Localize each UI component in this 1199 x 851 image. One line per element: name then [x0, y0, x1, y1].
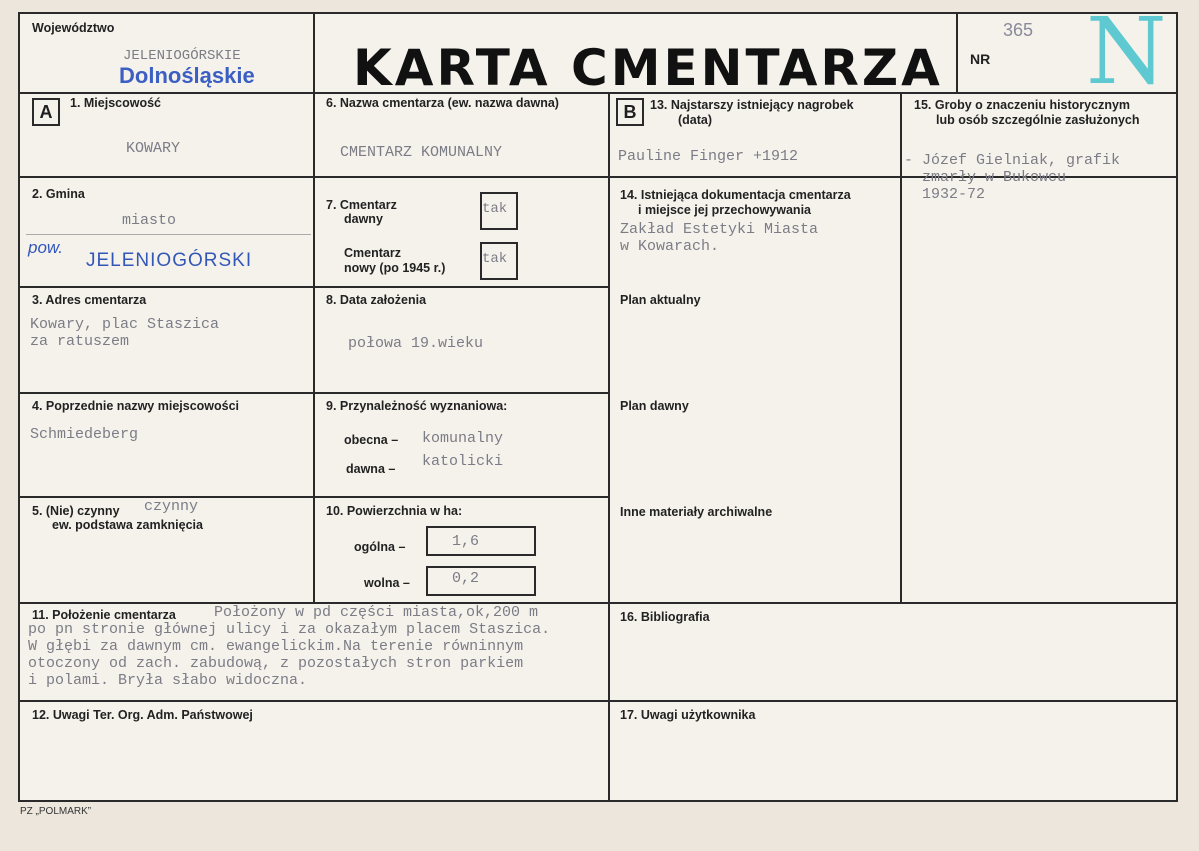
field-3-value: Kowary, plac Staszica za ratuszem — [30, 316, 220, 350]
field-9-former-value: katolicki — [422, 453, 504, 470]
voivodeship-stamp: Dolnośląskie — [119, 63, 255, 88]
col-line-3 — [900, 92, 902, 602]
field-6-value: CMENTARZ KOMUNALNY — [340, 144, 503, 161]
other-archives-label: Inne materiały archiwalne — [620, 505, 773, 519]
field-7-new-label-2: nowy (po 1945 r.) — [344, 261, 446, 275]
field-8-label: 8. Data założenia — [326, 293, 427, 307]
field-4-value: Schmiedeberg — [30, 426, 139, 443]
field-2-pow-value: JELENIOGÓRSKI — [86, 250, 253, 271]
field-7-old-value: tak — [482, 201, 508, 217]
field-9-current-label: obecna – — [344, 433, 399, 447]
field-13-value: Pauline Finger +1912 — [618, 148, 799, 165]
nr-value: 365 — [1003, 20, 1034, 40]
card-title: KARTA CMENTARZA — [353, 39, 943, 97]
field-13-label-1: 13. Najstarszy istniejący nagrobek — [650, 98, 854, 112]
field-15-label-2: lub osób szczególnie zasłużonych — [936, 113, 1140, 127]
field-14-value: Zakład Estetyki Miasta w Kowarach. — [620, 221, 819, 255]
field-7-old-label-2: dawny — [344, 212, 383, 226]
field-7-old-box — [480, 192, 518, 230]
field-9-current-value: komunalny — [422, 430, 504, 447]
field-11-rest: po pn stronie głównej ulicy i za okazałym placem Staszica. W głębi za dawnym cm. ewangelickim.Na terenie równinnym otoczony od zach. zabudową, z pozostałych stron parkiem i polami. Bryła słabo widoczna. — [28, 621, 551, 689]
nr-divider — [956, 12, 958, 92]
field-7-old-label-1: 7. Cmentarz — [326, 198, 397, 212]
row-line-5 — [18, 602, 1178, 604]
printer-imprint: PZ „POLMARK” — [20, 806, 92, 817]
plan-former-label: Plan dawny — [620, 399, 689, 413]
field-11-label: 11. Położenie cmentarza — [32, 608, 176, 622]
field-2-label: 2. Gmina — [32, 187, 85, 201]
field-13-label-2: (data) — [678, 113, 713, 127]
field-14-label-1: 14. Istniejąca dokumentacja cmentarza — [620, 188, 851, 202]
border-bottom — [18, 800, 1178, 802]
field-7-new-box — [480, 242, 518, 280]
field-14-label-2: i miejsce jej przechowywania — [638, 203, 811, 217]
field-1-label: 1. Miejscowość — [70, 96, 162, 110]
field-10-free-label: wolna – — [364, 576, 410, 590]
field-1-value: KOWARY — [126, 140, 181, 157]
field-4-label: 4. Poprzednie nazwy miejscowości — [32, 399, 240, 413]
field-5-label: 5. (Nie) czynny — [32, 504, 120, 518]
field-17-label: 17. Uwagi użytkownika — [620, 708, 756, 722]
plan-current-label: Plan aktualny — [620, 293, 701, 307]
field-10-label: 10. Powierzchnia w ha: — [326, 504, 463, 518]
field-6-label: 6. Nazwa cmentarza (ew. nazwa dawna) — [326, 96, 559, 110]
field-15-label-1: 15. Groby o znaczeniu historycznym — [914, 98, 1131, 112]
field-15-value: - Józef Gielniak, grafik zmarły w Bukowcu 1932-72 — [904, 152, 1121, 203]
field-12-label: 12. Uwagi Ter. Org. Adm. Państwowej — [32, 708, 253, 722]
field-10-free-value: 0,2 — [452, 570, 480, 587]
field-8-value: połowa 19.wieku — [348, 335, 484, 352]
field-16-label: 16. Bibliografia — [620, 610, 710, 624]
voivodeship-typed: JELENIOGÓRSKIE — [123, 48, 241, 64]
letter-mark: N — [1086, 0, 1167, 105]
field-2-pow-prefix: pow. — [28, 238, 63, 257]
field-7-new-value: tak — [482, 251, 508, 267]
field-11-first-line: Położony w pd części miasta,ok,200 m — [214, 604, 539, 621]
field-9-label: 9. Przynależność wyznaniowa: — [326, 399, 508, 413]
border-right — [1176, 12, 1178, 802]
section-a-marker: A — [32, 98, 60, 126]
border-top — [18, 12, 1178, 14]
row-line-6 — [18, 700, 1178, 702]
cemetery-card — [18, 0, 1178, 802]
col-line-2 — [608, 92, 610, 802]
field-10-total-box — [426, 526, 536, 556]
col-line-1 — [313, 12, 315, 602]
field-2-value: miasto — [122, 212, 177, 229]
field-5-sublabel: ew. podstawa zamknięcia — [52, 518, 203, 532]
gmina-divider — [26, 234, 311, 235]
field-9-former-label: dawna – — [346, 462, 396, 476]
section-b-marker: B — [616, 98, 644, 126]
field-3-label: 3. Adres cmentarza — [32, 293, 147, 307]
voivodeship-label: Województwo — [32, 21, 115, 35]
field-5-value: czynny — [144, 498, 199, 515]
field-10-total-label: ogólna – — [354, 540, 406, 554]
field-10-free-box — [426, 566, 536, 596]
nr-label: NR — [970, 51, 991, 67]
border-left — [18, 12, 20, 802]
field-10-total-value: 1,6 — [452, 533, 480, 550]
field-7-new-label-1: Cmentarz — [344, 246, 401, 260]
